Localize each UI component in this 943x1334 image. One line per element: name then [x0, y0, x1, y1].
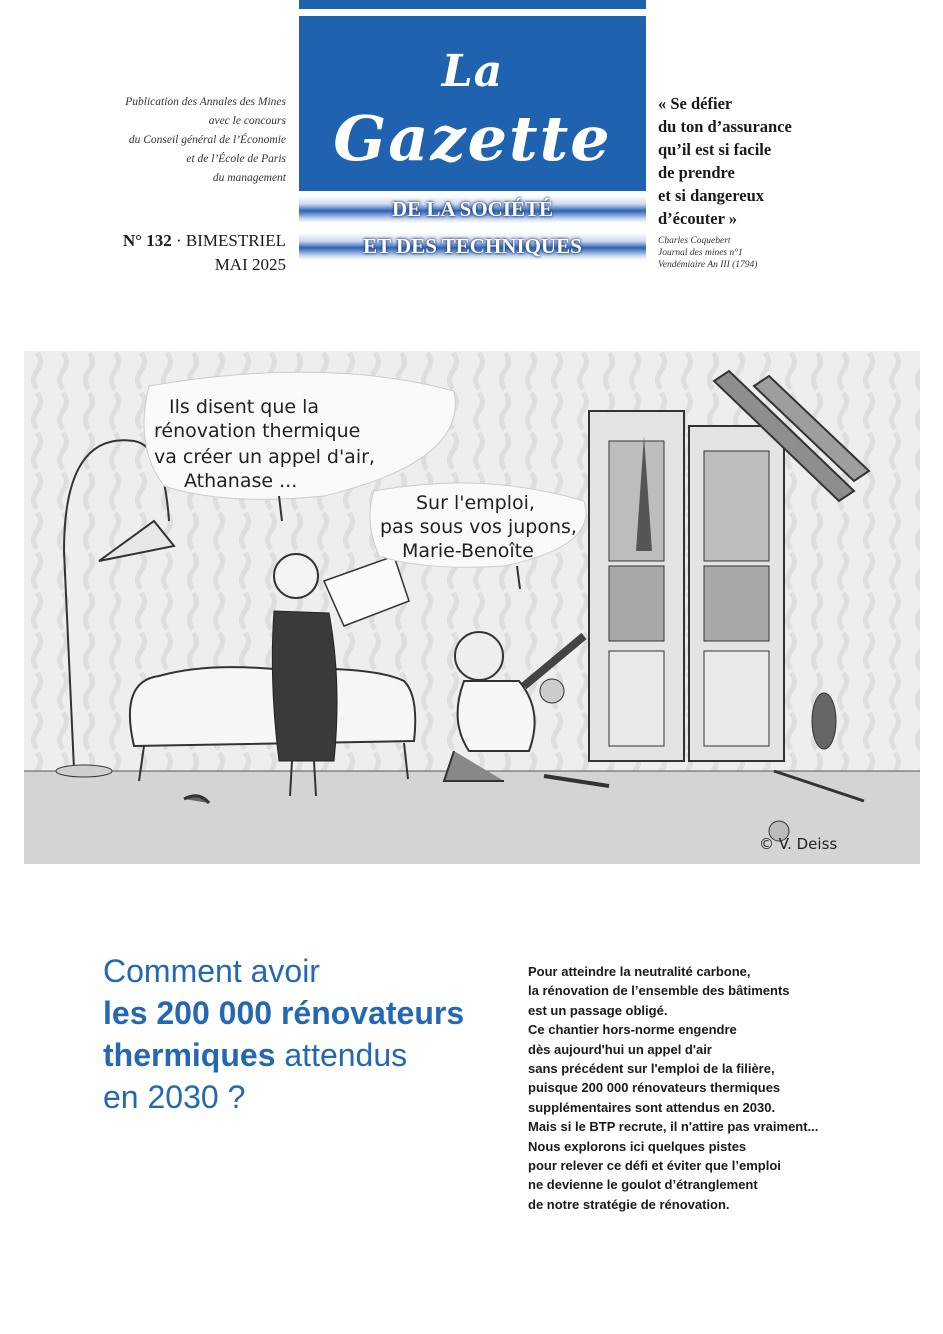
quote-attribution: [658, 235, 928, 271]
lead-line: est un passage obligé.: [528, 1002, 668, 1018]
quote-author-line: Journal des mines n°1: [658, 248, 743, 258]
logo-gazette: Gazette: [333, 102, 612, 175]
masthead-logo-block: [299, 16, 646, 191]
issue-date: MAI 2025: [214, 255, 286, 274]
bubble-2-line: Marie-Benoîte: [402, 540, 534, 562]
lead-line: Pour atteindre la neutralité carbone,: [528, 964, 751, 979]
lead-line: Nous explorons ici quelques pistes: [528, 1138, 747, 1154]
cartoon-signature: © V. Deiss: [759, 835, 838, 853]
publisher-info: [60, 93, 286, 188]
bubble-2-line: pas sous vos jupons,: [380, 516, 577, 538]
quote-line: d’écouter »: [658, 209, 737, 228]
lead-line: supplémentaires sont attendus en 2030.: [528, 1099, 776, 1115]
logo-la: La: [441, 46, 504, 97]
lead-line: Ce chantier hors-norme engendre: [528, 1022, 737, 1038]
bubble-1-line: Ils disent que la: [169, 396, 320, 418]
quote-line: « Se défier: [658, 94, 733, 113]
publisher-line: du Conseil général de l’Économie: [128, 134, 286, 146]
quote-author-line: Vendémiaire An III (1794): [658, 260, 758, 270]
publisher-line: et de l’École de Paris: [186, 153, 286, 165]
lead-line: sans précédent sur l'emploi de la filière,: [528, 1061, 775, 1077]
bubble-1-line: Athanase ...: [184, 470, 298, 492]
quote-line: du ton d’assurance: [658, 117, 792, 136]
headline-bold-word: thermiques: [103, 1037, 276, 1073]
publisher-line: du management: [212, 172, 286, 184]
lead-line: dès aujourd'hui un appel d'air: [528, 1041, 712, 1057]
headline-line-1: Comment avoir: [103, 953, 320, 989]
issue-frequency: · BIMESTRIEL: [175, 231, 286, 250]
cartoon-drawing: [24, 351, 920, 864]
bubble-1-line: va créer un appel d'air,: [154, 446, 375, 468]
epigraph-quote: [658, 92, 928, 230]
publisher-line: avec le concours: [208, 115, 286, 127]
quote-author-line: Charles Coquebert: [658, 236, 731, 246]
masthead-top-rule: [299, 0, 646, 9]
headline-line-4: en 2030 ?: [103, 1079, 246, 1115]
masthead-band-techniques: ET DES TECHNIQUES: [299, 233, 646, 260]
lead-line: la rénovation de l’ensemble des bâtiments: [528, 983, 790, 999]
article-lead: [528, 962, 858, 1214]
publisher-line: Publication des Annales des Mines: [125, 96, 286, 108]
quote-line: de prendre: [658, 163, 735, 182]
issue-number-line: [60, 230, 286, 252]
issue-number: N° 132: [122, 231, 172, 250]
cartoon-illustration: [24, 351, 920, 864]
lead-line: pour relever ce défi et éviter que l’emploi: [528, 1158, 781, 1174]
lead-line: Mais si le BTP recrute, il n'attire pas vraiment...: [528, 1119, 819, 1135]
bubble-2-line: Sur l'emploi,: [416, 492, 535, 514]
lead-line: puisque 200 000 rénovateurs thermiques: [528, 1080, 781, 1096]
quote-line: et si dangereux: [658, 186, 765, 205]
headline-line-3: [103, 1034, 503, 1076]
headline-word: attendus: [275, 1037, 408, 1073]
masthead-band-societe: DE LA SOCIÉTÉ: [299, 196, 646, 223]
bubble-1-line: rénovation thermique: [154, 420, 361, 442]
quote-line: qu’il est si facile: [658, 140, 772, 159]
headline-line-2: les 200 000 rénovateurs: [103, 995, 465, 1031]
lead-line: ne devienne le goulot d’étranglement: [528, 1177, 758, 1193]
lead-line: de notre stratégie de rénovation.: [528, 1196, 730, 1212]
article-headline: [103, 950, 503, 1118]
